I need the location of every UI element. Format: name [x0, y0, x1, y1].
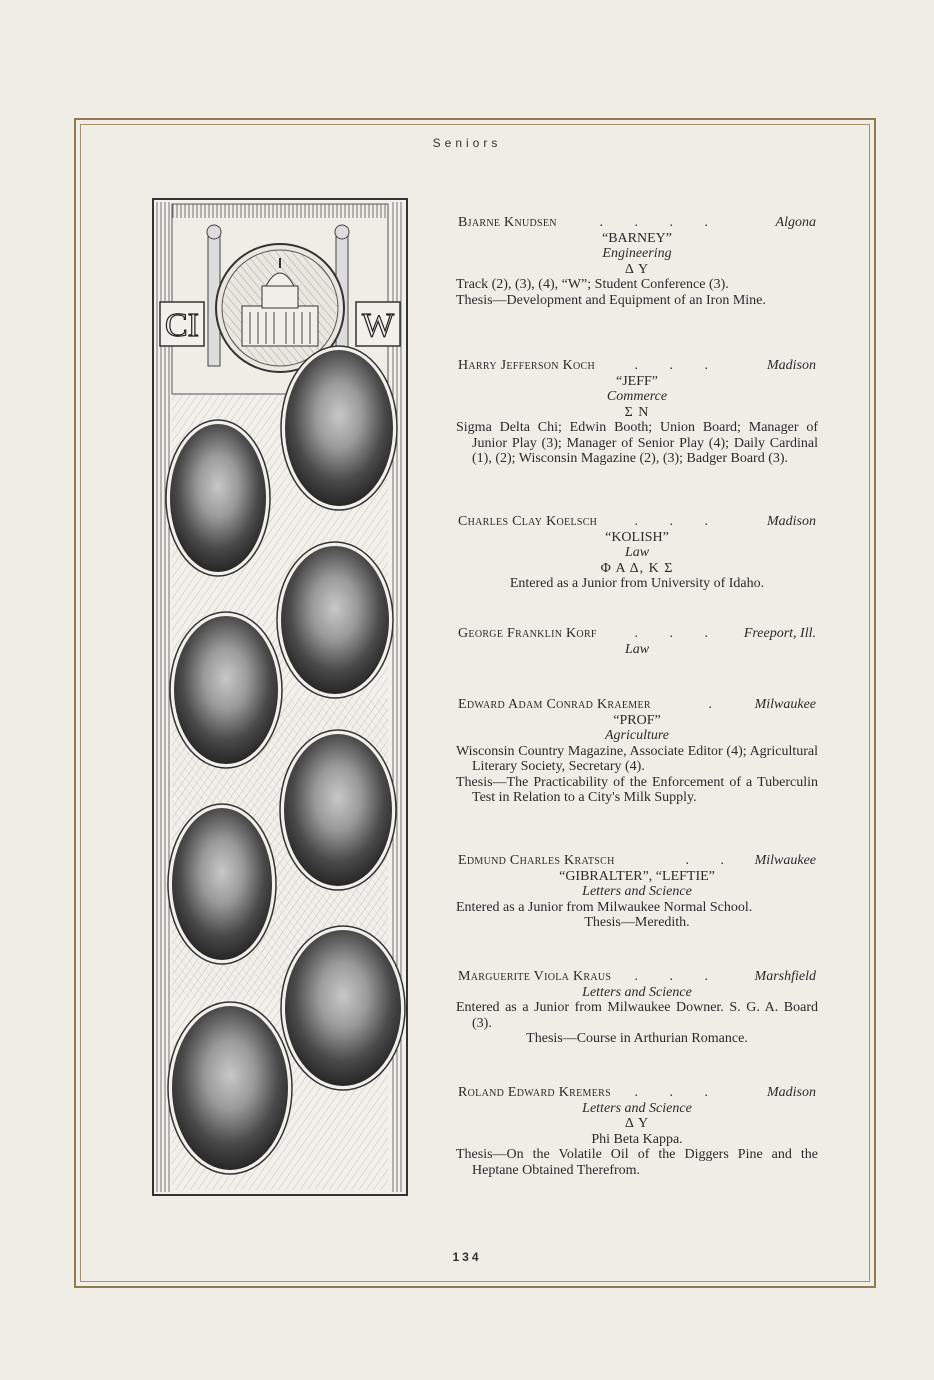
senior-name: Marguerite Viola Kraus [458, 969, 612, 984]
senior-college: Letters and Science [582, 884, 692, 900]
leader-dots: . . . [634, 626, 722, 641]
portrait-oval [281, 926, 405, 1090]
senior-name: Charles Clay Koelsch [458, 514, 598, 529]
leader-dots: . . [685, 853, 738, 868]
senior-college: Letters and Science [582, 985, 692, 1000]
portrait-oval [170, 612, 282, 768]
senior-greek-letters: Σ N [624, 404, 650, 420]
leader-dots: . . . [634, 514, 722, 529]
portrait-panel [152, 198, 408, 1196]
senior-entry [456, 626, 818, 657]
portrait-oval [280, 730, 396, 890]
senior-thesis: Thesis—Course in Arthurian Romance. [526, 1031, 748, 1047]
senior-college: Engineering [602, 246, 672, 262]
senior-entry [456, 514, 818, 592]
senior-name: Harry Jefferson Koch [458, 358, 596, 373]
leader-dots: . . . [634, 358, 722, 373]
panel-letter-right: W [361, 307, 395, 344]
portrait-oval [277, 542, 393, 698]
senior-hometown: Algona [775, 215, 816, 230]
senior-entry [456, 358, 818, 466]
page-number: 134 [452, 1250, 482, 1264]
senior-nickname: “KOLISH” [605, 530, 669, 545]
senior-name: George Franklin Korf [458, 626, 597, 641]
panel-letter-left: CI [165, 307, 199, 344]
senior-activities: Entered as a Junior from University of Idaho. [509, 576, 765, 592]
senior-college: Letters and Science [582, 1101, 692, 1116]
senior-greek-letters: Δ Υ [624, 1116, 650, 1132]
senior-hometown: Madison [767, 514, 816, 529]
senior-activities: Track (2), (3), (4), “W”; Student Conference (3). [456, 277, 729, 293]
senior-entry [456, 215, 818, 308]
senior-entry [456, 697, 818, 805]
senior-entry [456, 969, 818, 1047]
senior-college: Commerce [606, 389, 668, 405]
senior-thesis: Thesis—The Practicability of the Enforcement of a Tuberculin Test in Relation to a City's Milk Supply. [456, 774, 818, 806]
senior-activities: Entered as a Junior from Milwaukee Downer. S. G. A. Board (3). [456, 1000, 818, 1031]
senior-greek-letters: Δ Υ [624, 261, 650, 277]
senior-thesis: Thesis—On the Volatile Oil of the Diggers Pine and the Heptane Obtained Therefrom. [456, 1147, 818, 1178]
page-header: Seniors [432, 136, 502, 150]
senior-activities: Sigma Delta Chi; Edwin Booth; Union Board; Manager of Junior Play (3); Manager of Senior Play (4); Daily Cardinal (1), (2); Wisconsin Magazine (2), (3); Badger Board (3). [456, 420, 818, 467]
leader-dots: . . . . [599, 215, 722, 230]
senior-college: Law [624, 642, 650, 657]
senior-entry [456, 853, 818, 931]
senior-hometown: Marshfield [754, 969, 816, 984]
senior-thesis: Thesis—Meredith. [584, 915, 690, 931]
senior-hometown: Madison [767, 358, 816, 373]
portrait-panel-illustration [152, 198, 408, 1196]
senior-hometown: Milwaukee [754, 697, 816, 712]
senior-name: Roland Edward Kremers [458, 1085, 611, 1100]
senior-name: Edmund Charles Kratsch [458, 853, 615, 868]
portrait-oval [168, 1002, 292, 1174]
senior-hometown: Milwaukee [754, 853, 816, 868]
senior-name: Edward Adam Conrad Kraemer [458, 697, 651, 712]
senior-greek-letters: Φ Α Δ, Κ Σ [600, 560, 674, 576]
senior-college: Agriculture [604, 728, 670, 744]
leader-dots: . . . [634, 1085, 722, 1100]
senior-activities: Wisconsin Country Magazine, Associate Editor (4); Agricultural Literary Society, Secretary (4). [456, 743, 818, 775]
senior-college: Law [624, 545, 650, 561]
portrait-oval [166, 420, 270, 576]
leader-dots: . . . [634, 969, 722, 984]
senior-hometown: Madison [767, 1085, 816, 1100]
senior-activities: Entered as a Junior from Milwaukee Normal School. [456, 899, 753, 915]
senior-nickname: “JEFF” [616, 374, 658, 389]
portrait-oval [281, 346, 397, 510]
senior-activities: Phi Beta Kappa. [591, 1131, 683, 1147]
senior-name: Bjarne Knudsen [458, 215, 557, 230]
leader-dots: . [708, 697, 726, 712]
senior-thesis: Thesis—Development and Equipment of an Iron Mine. [456, 292, 766, 308]
portrait-oval [168, 804, 276, 964]
senior-hometown: Freeport, Ill. [743, 626, 816, 641]
senior-nickname: “PROF” [613, 713, 661, 728]
senior-nickname: “BARNEY” [602, 231, 672, 246]
senior-nickname: “GIBRALTER”, “LEFTIE” [559, 869, 715, 884]
senior-entry [456, 1085, 818, 1178]
